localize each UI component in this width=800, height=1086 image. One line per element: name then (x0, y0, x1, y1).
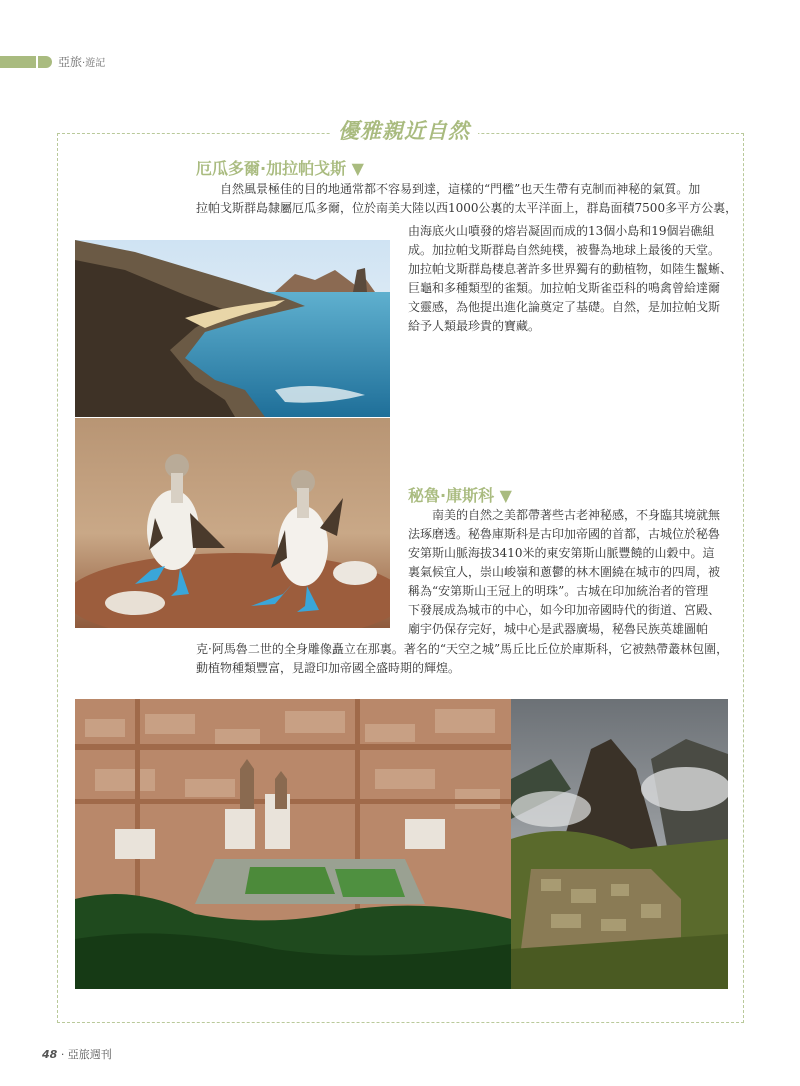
peru-heading (408, 483, 512, 506)
peru-paragraph-side (408, 506, 728, 639)
text-line: 廟宇仍保存完好，城中心是武器廣場，秘魯民族英雄圖帕 (408, 622, 709, 636)
text-line: 克·阿馬魯二世的全身雕像矗立在那裏。著名的“天空之城”馬丘比丘位於庫斯科，它被熱帶叢林包圍， (196, 642, 729, 656)
ecuador-heading (196, 156, 364, 179)
text-line: 南美的自然之美都帶著些古老神秘感，不身臨其境就無 (432, 508, 721, 522)
text-line: 巨龜和多種類型的雀類。加拉帕戈斯雀亞科的鳴禽曾給達爾 (408, 281, 721, 295)
frame-title: 優雅親近自然 (330, 115, 478, 145)
triangle-down-icon: ▼ (351, 159, 364, 178)
triangle-down-icon: ▼ (499, 486, 512, 505)
text-line: 由海底火山噴發的熔岩凝固而成的13個小島和19個岩礁組 (408, 224, 715, 238)
text-line: 法琢磨透。秘魯庫斯科是古印加帝國的首都，古城位於秘魯 (408, 527, 721, 541)
text-line: 拉帕戈斯群島隸屬厄瓜多爾，位於南美大陸以西1000公裏的太平洋面上，群島面積7500多平方公裏， (196, 201, 738, 215)
text-line: 動植物種類豐富，見證印加帝國全盛時期的輝煌。 (196, 661, 461, 675)
text-line: 裏氣候宜人，崇山峻嶺和蔥鬱的林木圍繞在城市的四周，被 (408, 565, 721, 579)
text-line: 文靈感，為他提出進化論奠定了基礎。自然，是加拉帕戈斯 (408, 300, 721, 314)
section-header (58, 53, 105, 70)
galapagos-coast-photo (75, 240, 390, 417)
machu-picchu-photo (511, 699, 728, 989)
text-line: 加拉帕戈斯群島棲息著許多世界獨有的動植物，如陸生鬣蜥、 (408, 262, 733, 276)
text-line: 安第斯山脈海拔3410米的東安第斯山脈豐饒的山穀中。這 (408, 546, 715, 560)
text-line: 給予人類最珍貴的寶藏。 (408, 319, 541, 333)
cusco-city-photo (75, 699, 511, 989)
peru-heading-text: 秘魯·庫斯科 (408, 486, 495, 505)
ecuador-paragraph-side (408, 222, 733, 336)
magazine-title: 亞旅 (58, 55, 83, 69)
text-line: 自然風景極佳的目的地通常都不容易到達，這樣的“門檻”也天生帶有克制而神秘的氣質。加 (220, 182, 701, 196)
text-line: 成。加拉帕戈斯群島自然純樸，被譽為地球上最後的天堂。 (408, 243, 721, 257)
peru-paragraph-bottom (196, 640, 736, 678)
text-line: 稱為“安第斯山王冠上的明珠”。古城在印加統治者的管理 (408, 584, 709, 598)
ecuador-heading-text: 厄瓜多爾·加拉帕戈斯 (196, 159, 347, 178)
text-line: 下發展成為城市的中心，如今印加帝國時代的街道、宮殿、 (408, 603, 721, 617)
header-tab-shape (38, 56, 52, 68)
header-color-bar (0, 56, 36, 68)
publication-name: · 亞旅週刊 (60, 1048, 112, 1061)
page-footer (42, 1046, 112, 1062)
blue-footed-booby-photo (75, 418, 390, 628)
section-name: ·遊記 (82, 58, 106, 69)
page-number: 48 (42, 1048, 58, 1061)
ecuador-paragraph-top (196, 180, 738, 218)
